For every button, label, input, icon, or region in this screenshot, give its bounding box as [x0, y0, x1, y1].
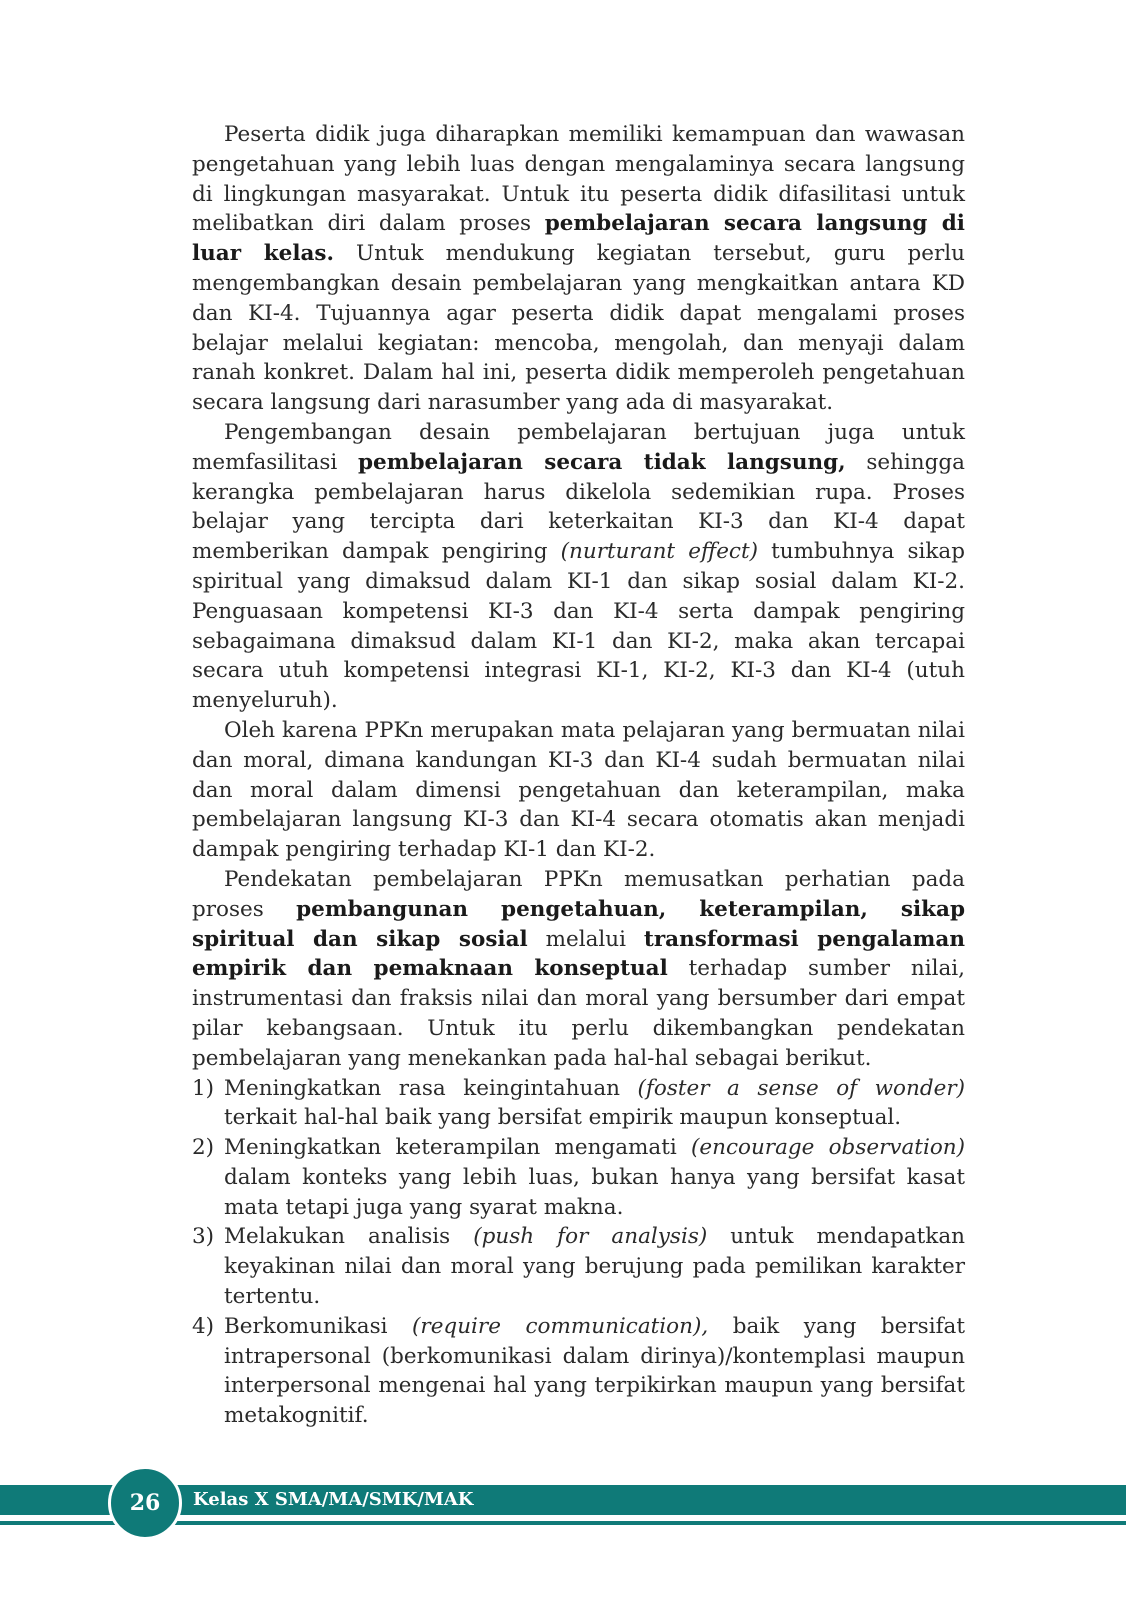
- italic-term: (require communication),: [412, 1313, 709, 1339]
- list-item: 4) Berkomunikasi (require communication), baik yang bersifat intrapersonal (berkomunikasi dalam dirinya)/kontemplasi maupun interpersonal mengenai hal yang terpikirkan maupun yang bersifat metakognitif.: [192, 1312, 965, 1431]
- italic-term: (push for analysis): [473, 1224, 708, 1250]
- bold-phrase: pembelajaran secara langsung di luar kelas.: [192, 211, 965, 267]
- list-number: 4): [192, 1313, 215, 1339]
- book-title: Kelas X SMA/MA/SMK/MAK: [193, 1489, 474, 1510]
- italic-term: (nurturant effect): [560, 539, 758, 565]
- bold-phrase: transformasi pengalaman empirik dan pemaknaan konseptual: [192, 926, 965, 982]
- italic-term: (foster a sense of wonder): [637, 1075, 965, 1101]
- list-number: 2): [192, 1135, 215, 1161]
- paragraph-2: Pengembangan desain pembelajaran bertujuan juga untuk memfasilitasi pembelajaran secara tidak langsung, sehingga kerangka pembelajaran harus dikelola sedemikian rupa. Proses belajar yang tercipta dari keterkaitan KI-3 dan KI-4 dapat memberikan dampak pengiring (nurturant effect) tumbuhnya sikap spiritual yang dimaksud dalam KI-1 dan sikap sosial dalam KI-2. Penguasaan kompetensi KI-3 dan KI-4 serta dampak pengiring sebagaimana dimaksud dalam KI-1 dan KI-2, maka akan tercapai secara utuh kompetensi integrasi KI-1, KI-2, KI-3 dan KI-4 (utuh menyeluruh).: [192, 419, 965, 714]
- paragraph-1: Peserta didik juga diharapkan memiliki kemampuan dan wawasan pengetahuan yang lebih luas dengan mengalaminya secara langsung di lingkungan masyarakat. Untuk itu peserta didik difasilitasi untuk melibatkan diri dalam proses pembelajaran secara langsung di luar kelas. Untuk mendukung kegiatan tersebut, guru perlu mengembangkan desain pembelajaran yang mengkaitkan antara KD dan KI-4. Tujuannya agar peserta didik dapat mengalami proses belajar melalui kegiatan: mencoba, mengolah, dan menyaji dalam ranah konkret. Dalam hal ini, peserta didik memperoleh pengetahuan secara langsung dari narasumber yang ada di masyarakat.: [192, 122, 965, 416]
- approach-list: [192, 1074, 965, 1432]
- page-body: [192, 120, 965, 1431]
- italic-term: (encourage observation): [691, 1135, 966, 1161]
- paragraph-4: Pendekatan pembelajaran PPKn memusatkan perhatian pada proses pembangunan pengetahuan, keterampilan, sikap spiritual dan sikap sosial melalui transformasi pengalaman empirik dan pemaknaan konseptual terhadap sumber nilai, instrumentasi dan fraksis nilai dan moral yang bersumber dari empat pilar kebangsaan. Untuk itu perlu dikembangkan pendekatan pembelajaran yang menekankan pada hal-hal sebagai berikut.: [192, 866, 966, 1071]
- bold-phrase: pembelajaran secara tidak langsung,: [358, 449, 846, 475]
- list-item: 3) Melakukan analisis (push for analysis) untuk mendapatkan keyakinan nilai dan moral yang berujung pada pemilikan karakter tertentu.: [192, 1222, 965, 1311]
- page-number: 26: [129, 1490, 161, 1516]
- bold-phrase: pembangunan pengetahuan, keterampilan, sikap spiritual dan sikap sosial: [192, 896, 966, 952]
- list-number: 1): [192, 1075, 215, 1101]
- paragraph-3: Oleh karena PPKn merupakan mata pelajaran yang bermuatan nilai dan moral, dimana kandungan KI-3 dan KI-4 sudah bermuatan nilai dan moral dalam dimensi pengetahuan dan keterampilan, maka pembelajaran langsung KI-3 dan KI-4 secara otomatis akan menjadi dampak pengiring terhadap KI-1 dan KI-2.: [192, 717, 965, 863]
- list-item: 1) Meningkatkan rasa keingintahuan (foster a sense of wonder) terkait hal-hal baik yang bersifat empirik maupun konseptual.: [192, 1074, 965, 1134]
- page-number-badge: [108, 1466, 182, 1540]
- list-item: 2) Meningkatkan keterampilan mengamati (encourage observation) dalam konteks yang lebih luas, bukan hanya yang bersifat kasat mata tetapi juga yang syarat makna.: [192, 1133, 965, 1222]
- list-number: 3): [192, 1224, 215, 1250]
